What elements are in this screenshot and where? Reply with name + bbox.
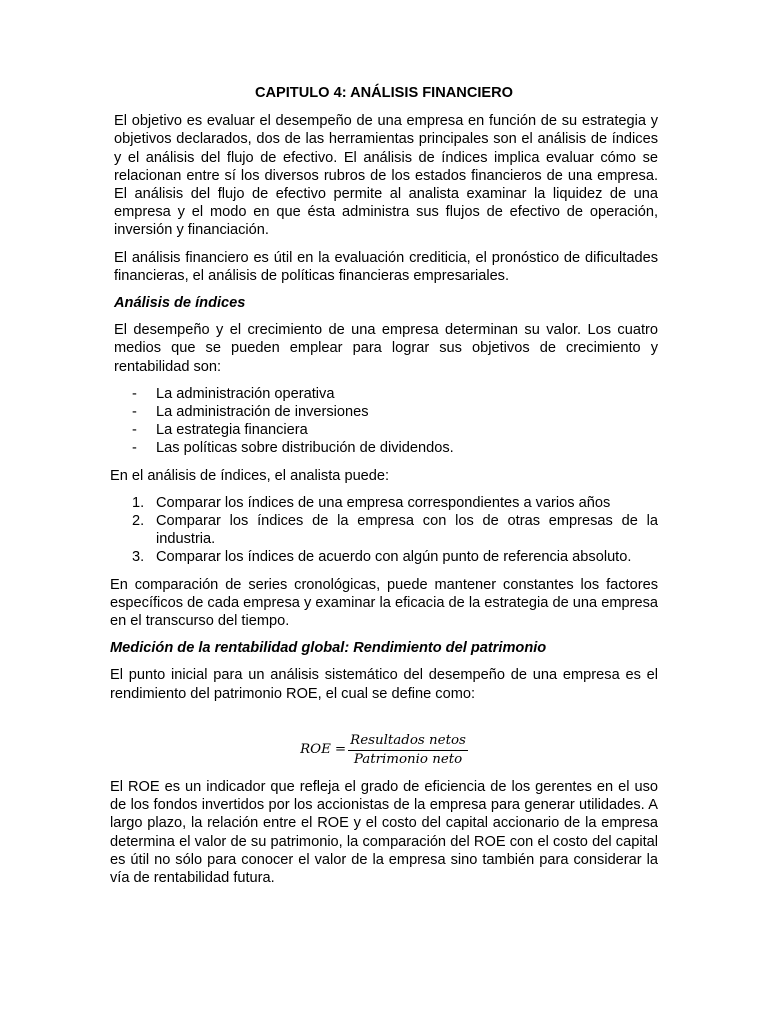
list-item — [132, 512, 658, 548]
section-heading-index-analysis: Análisis de índices — [114, 295, 246, 312]
dash-marker: - — [132, 440, 137, 457]
document-body — [110, 84, 658, 896]
number-marker: 2. — [132, 513, 145, 530]
paragraph-time-series: En comparación de series cronológicas, puede mantener constantes los factores específicos de cada empresa y examinar la eficacia de la estrategia de una empresa en el transcurso del tiempo. — [110, 576, 658, 630]
section-heading-roe: Medición de la rentabilidad global: Rendimiento del patrimonio — [110, 640, 547, 657]
formula-numerator: Resultados netos — [350, 732, 466, 748]
list-item — [132, 403, 658, 421]
dash-marker: - — [132, 404, 137, 421]
list-item — [132, 439, 658, 457]
list-item-text: Comparar los índices de la empresa con los de otras empresas de la industria. — [156, 513, 658, 548]
paragraph-usefulness: El análisis financiero es útil en la evaluación crediticia, el pronóstico de dificultades financieras, el análisis de políticas financieras empresariales. — [114, 249, 658, 284]
paragraph-roe-explanation: El ROE es un indicador que refleja el grado de eficiencia de los gerentes en el uso de los fondos invertidos por los accionistas de la empresa para generar utilidades. A largo plazo, la relación entre el ROE y el costo del capital accionario de la empresa determina el valor de su patrimonio, la comparación del ROE con el costo del capital es útil no sólo para conocer el valor de la empresa sino también para considerar la vía de rentabilidad futura. — [110, 778, 658, 886]
dash-marker: - — [132, 385, 137, 402]
list-item-text: La estrategia financiera — [156, 422, 308, 439]
roe-formula — [110, 733, 658, 768]
paragraph-growth: El desempeño y el crecimiento de una empresa determinan su valor. Los cuatro medios que se pueden emplear para lograr sus objetivos de crecimiento y rentabilidad son: — [114, 322, 658, 375]
list-item-text: Comparar los índices de acuerdo con algún punto de referencia absoluto. — [156, 549, 632, 566]
list-item — [132, 421, 658, 439]
number-marker: 3. — [132, 549, 145, 566]
paragraph-roe-intro: El punto inicial para un análisis sistemático del desempeño de una empresa es el rendimiento del patrimonio ROE, el cual se define como: — [110, 667, 658, 702]
formula-equals: = — [334, 742, 347, 758]
list-item — [132, 385, 658, 403]
paragraph-analyst: En el análisis de índices, el analista puede: — [110, 467, 390, 484]
dash-marker: - — [132, 422, 137, 439]
paragraph-objective: El objetivo es evaluar el desempeño de una empresa en función de su estrategia y objetivos declarados, dos de las herramientas principales son el análisis de índices y el análisis del flujo de efectivo. El análisis de índices implica evaluar cómo se relacionan entre sí los diversos rubros de los estados financieros de una empresa. El análisis del flujo de efectivo permite al analista examinar la liquidez de una empresa y el modo en que ésta administra sus flujos de efectivo de operación, inversión y financiación. — [114, 113, 658, 239]
list-item-text: Comparar los índices de una empresa correspondientes a varios años — [156, 494, 611, 511]
number-marker: 1. — [132, 494, 145, 511]
list-item-text: Las políticas sobre distribución de dividendos. — [156, 440, 454, 457]
list-item-text: La administración operativa — [156, 385, 335, 402]
list-item — [132, 548, 658, 566]
means-list — [110, 385, 658, 458]
formula-denominator: Patrimonio neto — [353, 751, 463, 767]
list-item — [132, 494, 658, 512]
analyst-list — [110, 494, 658, 567]
formula-fraction — [348, 733, 468, 768]
list-item-text: La administración de inversiones — [156, 404, 369, 421]
chapter-title: CAPITULO 4: ANÁLISIS FINANCIERO — [254, 85, 514, 101]
formula-lhs: ROE — [300, 742, 331, 758]
